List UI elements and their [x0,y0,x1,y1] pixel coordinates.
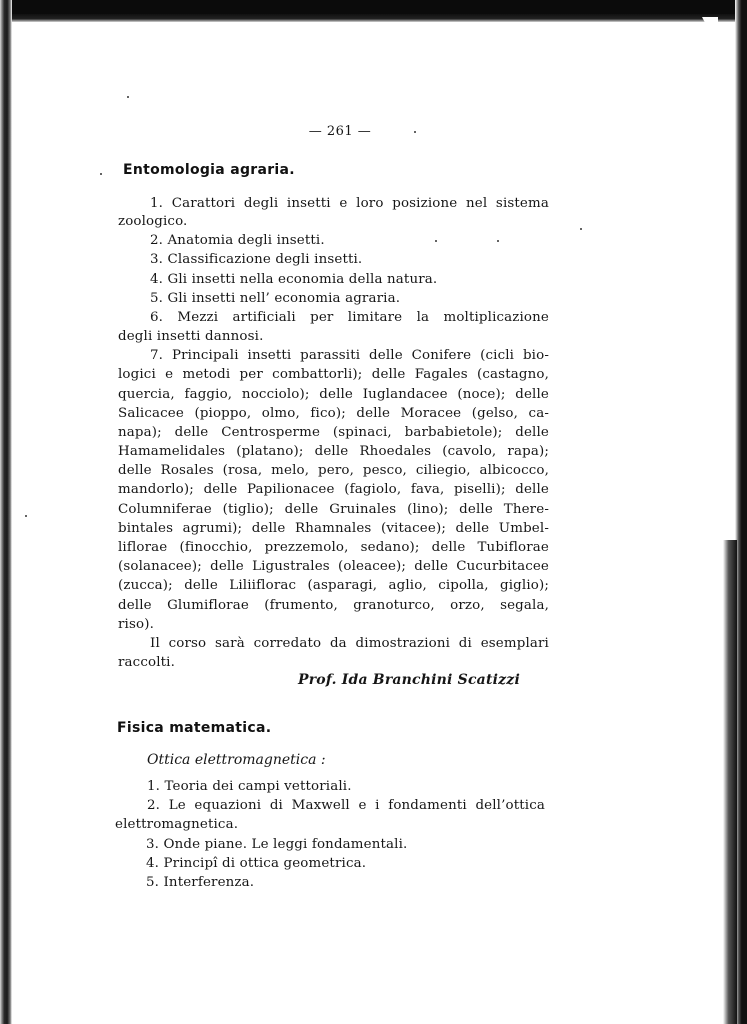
text-line: elettromagnetica. [115,817,239,832]
text-line: Salicacee (pioppo, olmo, fico); delle Moracee (gelso, ca- [118,406,549,421]
page-number: — 261 — [308,124,372,139]
text-line: degli insetti dannosi. [118,329,264,344]
scan-speck [580,228,582,230]
text-line: 6. Mezzi artificiali per limitare la moltiplicazione [150,310,549,325]
scan-speck [100,173,102,175]
text-line: 2. Le equazioni di Maxwell e i fondamenti dell’ottica [147,798,545,813]
section-title-fisica-matematica: Fisica matematica. [117,720,272,736]
text-line: Il corso sarà corredato da dimostrazioni di esemplari [150,636,549,651]
text-line: (zucca); delle Liliiflorac (asparagi, aglio, cipolla, giglio); [118,578,549,593]
page-corner-fold [702,17,718,47]
text-line: 5. Interferenza. [146,875,255,890]
text-line: Columniferae (tiglio); delle Gruinales (lino); delle There- [118,502,549,517]
scan-speck [127,96,129,98]
text-line: mandorlo); delle Papilionacee (fagiolo, fava, piselli); delle [118,482,549,497]
text-line: raccolti. [118,655,175,670]
scan-border-right-smudge [723,540,737,1024]
scan-border-left [0,0,12,1024]
text-line: quercia, faggio, nocciolo); delle Iuglandacee (noce); delle [118,387,549,402]
text-line: 2. Anatomia degli insetti. [150,233,325,248]
text-line: delle Rosales (rosa, melo, pero, pesco, ciliegio, albicocco, [118,463,549,478]
text-line: logici e metodi per combattorli); delle Fagales (castagno, [118,367,549,382]
scan-speck [25,515,27,517]
text-line: 4. Gli insetti nella economia della natura. [150,272,438,287]
text-line: 5. Gli insetti nell’ economia agraria. [150,291,401,306]
text-line: napa); delle Centrosperme (spinaci, barbabietole); delle [118,425,549,440]
text-line: 4. Principî di ottica geometrica. [146,856,367,871]
section-subtitle: Ottica elettromagnetica : [147,752,326,768]
text-line: 1. Teoria dei campi vettoriali. [147,779,352,794]
section-title-entomologia: Entomologia agraria. [123,162,295,178]
text-line: bintales agrumi); delle Rhamnales (vitacee); delle Umbel- [118,521,549,536]
text-line: liflorae (finocchio, prezzemolo, sedano); delle Tubiflorae [118,540,549,555]
author-signature: Prof. Ida Branchini Scatizzi [298,672,520,688]
text-line: zoologico. [118,214,188,229]
text-line: 7. Principali insetti parassiti delle Conifere (cicli bio- [150,348,549,363]
text-line: delle Glumiflorae (frumento, granoturco, orzo, segala, [118,598,549,613]
text-line: Hamamelidales (platano); delle Rhoedales (cavolo, rapa); [118,444,549,459]
text-line: riso). [118,617,154,632]
text-line: 3. Classificazione degli insetti. [150,252,363,267]
scan-border-top-shadow [0,14,740,22]
text-line: 3. Onde piane. Le leggi fondamentali. [146,837,408,852]
text-line: 1. Carattori degli insetti e loro posizione nel sistema [150,196,549,211]
text-line: (solanacee); delle Ligustrales (oleacee); delle Cucurbitacee [118,559,549,574]
